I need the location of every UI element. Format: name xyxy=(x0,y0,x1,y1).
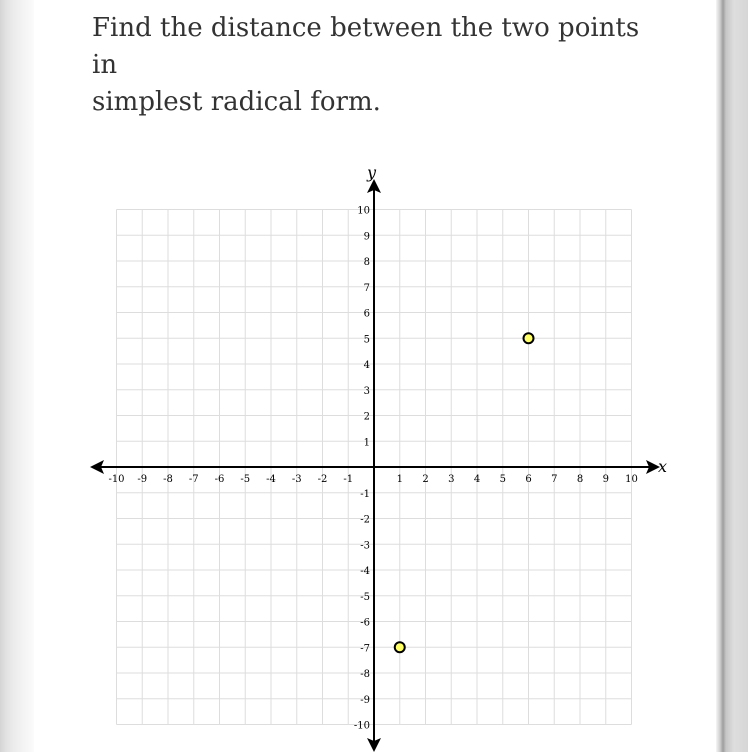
data-point xyxy=(524,333,534,343)
x-tick-label: -7 xyxy=(188,474,199,485)
x-tick-label: -1 xyxy=(343,474,354,485)
question-line-1: Find the distance between the two points in xyxy=(92,13,640,80)
y-tick-label: -6 xyxy=(360,617,370,629)
x-tick-label: 1 xyxy=(396,474,403,485)
y-tick-label: -7 xyxy=(360,643,370,655)
x-tick-label: 5 xyxy=(499,474,506,485)
x-tick-label: 4 xyxy=(473,474,481,485)
y-tick-label: -3 xyxy=(360,540,370,552)
x-tick-label: -8 xyxy=(163,474,173,485)
y-tick-label: 10 xyxy=(357,205,370,217)
x-tick-label: -9 xyxy=(137,474,148,485)
y-tick-label: -4 xyxy=(360,566,370,577)
x-tick-label: -3 xyxy=(291,474,302,485)
x-tick-label: -2 xyxy=(317,474,328,485)
y-tick-label: 4 xyxy=(363,360,370,371)
y-tick-label: 8 xyxy=(363,257,370,268)
y-tick-label: 5 xyxy=(363,334,370,346)
y-axis-label: y xyxy=(367,163,377,182)
y-tick-label: 6 xyxy=(363,308,370,320)
x-tick-label: 9 xyxy=(602,474,609,485)
y-tick-label: -9 xyxy=(360,694,370,706)
y-tick-label: -5 xyxy=(360,591,370,603)
data-point xyxy=(395,642,405,652)
x-tick-label: -10 xyxy=(108,474,125,485)
y-tick-label: 7 xyxy=(363,282,370,294)
x-tick-label: 10 xyxy=(625,474,638,485)
x-tick-label: 2 xyxy=(422,474,429,485)
y-tick-label: -1 xyxy=(360,488,370,500)
y-tick-label: 9 xyxy=(363,231,370,243)
y-tick-label: -8 xyxy=(360,669,370,680)
x-tick-label: -4 xyxy=(266,474,276,485)
y-tick-label: -2 xyxy=(360,514,370,526)
question-line-2: simplest radical form. xyxy=(92,87,381,117)
x-tick-label: 8 xyxy=(576,474,584,485)
x-tick-label: -5 xyxy=(240,474,251,485)
y-tick-label: 1 xyxy=(363,437,370,449)
x-tick-label: -6 xyxy=(214,474,225,485)
x-axis-label: x xyxy=(658,457,668,476)
y-tick-label: 2 xyxy=(363,411,370,423)
y-tick-label: 3 xyxy=(363,385,370,397)
x-tick-label: 7 xyxy=(551,474,558,485)
y-tick-label: -10 xyxy=(353,720,370,732)
x-tick-label: 3 xyxy=(448,474,455,485)
x-tick-label: 6 xyxy=(525,474,532,485)
